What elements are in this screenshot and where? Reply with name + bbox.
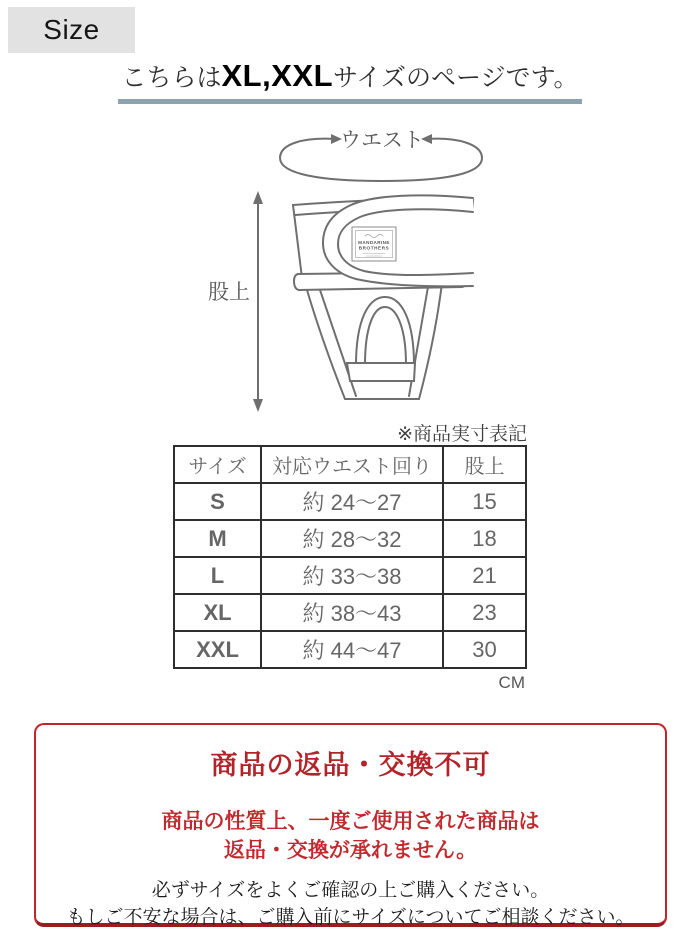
warning-red-line-2: 返品・交換が承れません。 — [223, 839, 478, 862]
unit-label: CM — [498, 673, 525, 692]
rise-cell: 18 — [443, 520, 526, 557]
heading-suffix: サイズのページです。 — [333, 64, 579, 92]
heading-size-emphasis: XL,XXL — [221, 58, 333, 93]
table-row-xl — [174, 594, 526, 631]
size-cell: L — [174, 557, 261, 594]
table-row-s — [174, 483, 526, 520]
waist-cell: 約 44〜47 — [261, 631, 443, 668]
rise-arrow-bottom-icon — [253, 399, 263, 412]
rise-cell: 30 — [443, 631, 526, 668]
size-cell: M — [174, 520, 261, 557]
warning-black-line-2: もしご不安な場合は、ご購入前にサイズについてご相談ください。 — [66, 907, 635, 928]
size-table — [173, 445, 527, 669]
size-cell: S — [174, 483, 261, 520]
velcro-strap-loop — [323, 195, 473, 286]
return-policy-warning-box — [34, 723, 667, 927]
tag-brand-line1: MANDARINE — [358, 240, 390, 245]
tag-brand-line2: BROTHERS — [358, 245, 390, 251]
page-heading — [0, 58, 700, 104]
header-size: サイズ — [174, 446, 261, 483]
rise-arrow-top-icon — [253, 191, 263, 204]
page-heading-text — [118, 58, 581, 104]
actual-size-note: ※商品実寸表記 — [397, 424, 527, 445]
waist-cell: 約 24〜27 — [261, 483, 443, 520]
rise-cell: 21 — [443, 557, 526, 594]
brand-tag — [352, 227, 396, 261]
header-rise: 股上 — [443, 446, 526, 483]
waist-cell: 約 38〜43 — [261, 594, 443, 631]
tail-hole-inner — [365, 307, 406, 365]
size-cell: XXL — [174, 631, 261, 668]
rise-cell: 23 — [443, 594, 526, 631]
waist-cell: 約 28〜32 — [261, 520, 443, 557]
warning-red-line-1: 商品の性質上、一度ご使用された商品は — [161, 810, 540, 833]
leg-band — [347, 363, 415, 381]
warning-black-line-1: 必ずサイズをよくご確認の上ご購入ください。 — [151, 880, 550, 901]
warning-title: 商品の返品・交換不可 — [210, 750, 491, 780]
rise-cell: 15 — [443, 483, 526, 520]
diaper-legs — [305, 283, 442, 399]
product-measurement-diagram — [195, 125, 510, 425]
size-cell: XL — [174, 594, 261, 631]
heading-prefix: こちらは — [121, 64, 222, 92]
header-waist: 対応ウエスト回り — [261, 446, 443, 483]
waist-measure-label: ウエスト — [340, 129, 424, 152]
table-row-m — [174, 520, 526, 557]
table-row-l — [174, 557, 526, 594]
table-row-xxl — [174, 631, 526, 668]
size-table-header-row — [174, 446, 526, 483]
size-section-label: Size — [8, 7, 135, 53]
rise-measure-label: 股上 — [208, 281, 250, 304]
waist-cell: 約 33〜38 — [261, 557, 443, 594]
